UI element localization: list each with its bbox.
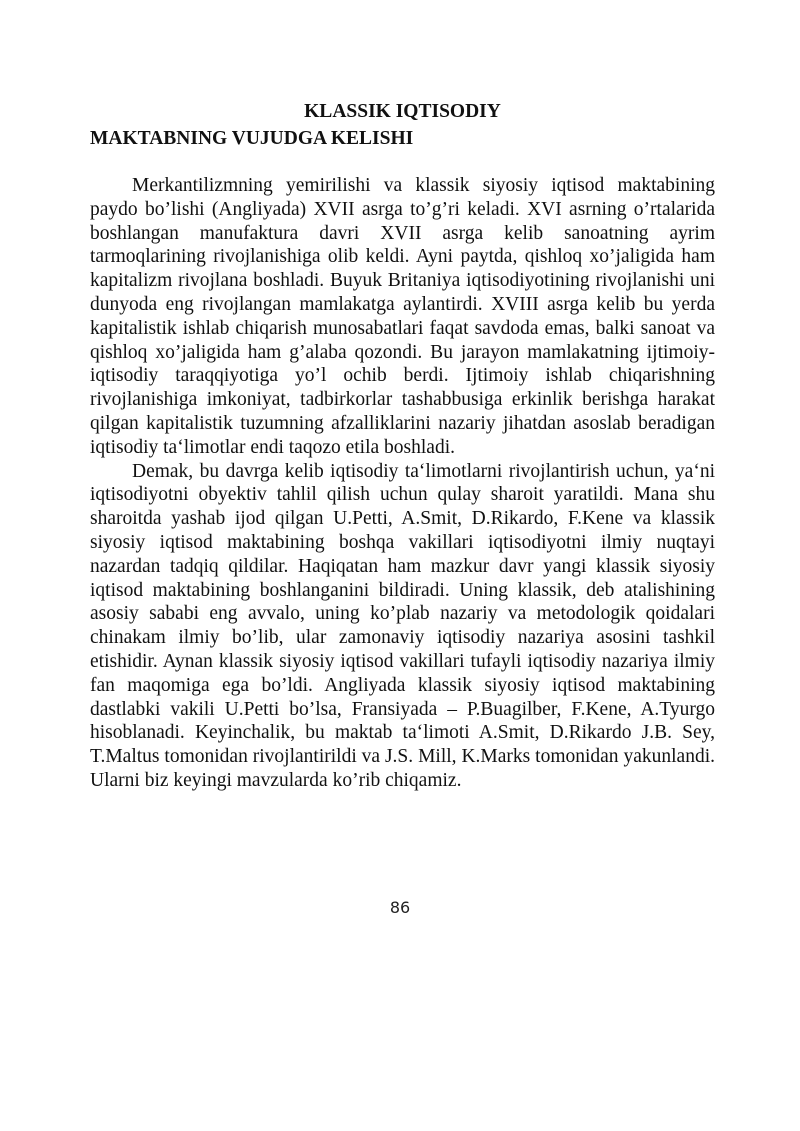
paragraph-1: Merkantilizmning yemirilishi va klassik siyosiy iqtisod maktabining paydo bo’lishi (Angliyada) XVII asrga to’g’ri keladi. XVI asrning o’rtalarida boshlangan manufaktura davri XVII asrga kelib sanoatning ayrim tarmoqlarining rivojlanishiga olib keldi. Ayni paytda, qishloq xo’jaligida ham kapitalizm rivojlana boshladi. Buyuk Britaniya iqtisodiyotining rivojlanishi uni dunyoda eng rivojlangan mamlakatga aylantirdi. XVIII asrga kelib bu yerda kapitalistik ishlab chiqarish munosabatlari faqat savdoda emas, balki sanoat va qishloq xo’jaligida ham g’alaba qozondi. Bu jarayon mamlakatning ijtimoiy-iqtisodiy taraqqiyotiga yo’l ochib berdi. Ijtimoiy ishlab chiqarishning rivojlanishiga imkoniyat, tadbirkorlar tashabbusiga erkinlik berishga harakat qilgan kapitalistik tuzumning afzalliklarini nazariy jihatdan asoslab beradigan iqtisodiy ta‘limotlar endi taqozo etila boshladi. — [90, 175, 715, 458]
title-line-2: MAKTABNING VUJUDGA KELISHI — [90, 128, 414, 149]
page-content — [90, 98, 715, 793]
paragraph-2: Demak, bu davrga kelib iqtisodiy ta‘limotlarni rivojlantirish uchun, ya‘ni iqtisodiyotni obyektiv tahlil qilish uchun qulay sharoit yaratildi. Mana shu sharoitda yashab ijod qilgan U.Petti, A.Smit, D.Rikardo, F.Kene va klassik siyosiy iqtisod maktabining boshqa vakillari iqtisodiyotni ilmiy nuqtayi nazardan tadqiq qildilar. Haqiqatan ham mazkur davr yangi klassik siyosiy iqtisod maktabining boshlanganini bildiradi. Uning klassik, deb atalishining asosiy sababi eng avvalo, uning ko’plab nazariy va metodologik qoidalari chinakam ilmiy bo’lib, ular zamonaviy iqtisodiy nazariya asosini tashkil etishidir. Aynan klassik siyosiy iqtisod vakillari tufayli iqtisodiy nazariya ilmiy fan maqomiga ega bo’ldi. Angliyada klassik siyosiy iqtisod maktabining dastlabki vakili U.Petti bo’lsa, Fransiyada – P.Buagilber, F.Kene, A.Tyurgo hisoblanadi. Keyinchalik, bu maktab ta‘limoti A.Smit, D.Rikardo J.B. Sey, T.Maltus tomonidan rivojlantirildi va J.S. Mill, K.Marks tomonidan yakunlandi. Ularni biz keyingi mavzularda ko’rib chiqamiz. — [90, 460, 715, 791]
page-number: 86 — [389, 898, 411, 917]
title-line-1: KLASSIK IQTISODIY — [304, 101, 501, 122]
page-title — [90, 98, 715, 152]
